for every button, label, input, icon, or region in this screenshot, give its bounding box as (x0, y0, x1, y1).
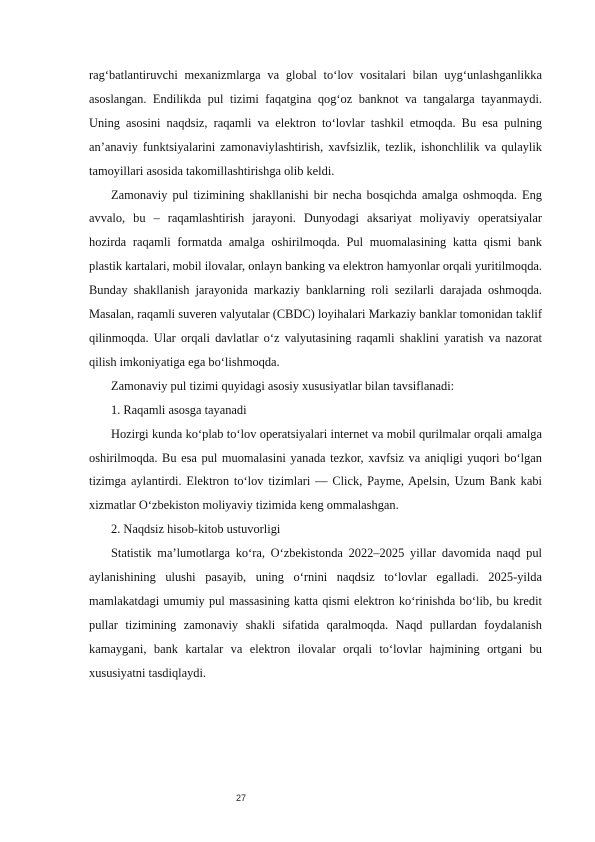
document-page (89, 64, 542, 686)
body-paragraph: Statistik ma’lumotlarga ko‘ra, O‘zbekistonda 2022–2025 yillar davomida naqd pul aylanishining ulushi pasayib, uning o‘rnini naqdsiz to‘lovlar egalladi. 2025-yilda mamlakatdagi umumiy pul massasining katta qismi elektron ko‘rinishda bo‘lib, bu kredit pullar tizimining zamonaviy shakli sifatida qaralmoqda. Naqd pullardan foydalanish kamaygani, bank kartalar va elektron ilovalar orqali to‘lovlar hajmining ortgani bu xususiyatni tasdiqlaydi. (89, 546, 542, 680)
list-heading: 1. Raqamli asosga tayanadi (111, 402, 247, 417)
body-paragraph: Zamonaviy pul tizimining shakllanishi bir necha bosqichda amalga oshmoqda. Eng avvalo, bu – raqamlashtirish jarayoni. Dunyodagi aksariyat moliyaviy operatsiyalar hozirda raqamli formatda amalga oshirilmoqda. Pul muomalasining katta qismi bank plastik kartalari, mobil ilovalar, onlayn banking va elektron hamyonlar orqali yuritilmoqda. Bunday shakllanish jarayonida markaziy banklarning roli sezilarli darajada oshmoqda. Masalan, raqamli suveren valyutalar (CBDC) loyihalari Markaziy banklar tomonidan taklif qilinmoqda. Ular orqali davlatlar o‘z valyutasining raqamli shaklini yaratish va nazorat qilish imkoniyatiga ega bo‘lishmoqda. (89, 187, 542, 369)
body-paragraph: rag‘batlantiruvchi mexanizmlarga va global to‘lov vositalari bilan uyg‘unlashganlikka asoslangan. Endilikda pul tizimi faqatgina qog‘oz banknot va tangalarga tayanmaydi. Uning asosini naqdsiz, raqamli va elektron to‘lovlar tashkil etmoqda. Bu esa pulning an’anaviy funktsiyalarini zamonaviylashtirish, xavfsizlik, tezlik, ishonchlilik va qulaylik tamoyillari asosida takomillashtirishga olib keldi. (89, 68, 542, 178)
list-heading: 2. Naqdsiz hisob-kitob ustuvorligi (111, 522, 281, 537)
body-paragraph: Zamonaviy pul tizimi quyidagi asosiy xususiyatlar bilan tavsiflanadi: (111, 378, 455, 393)
body-paragraph: Hozirgi kunda ko‘plab to‘lov operatsiyalari internet va mobil qurilmalar orqali amalga oshirilmoqda. Bu esa pul muomalasini yanada tezkor, xavfsiz va aniqligi yuqori bo‘lgan tizimga aylantirdi. Elektron to‘lov tizimlari — Click, Payme, Apelsin, Uzum Bank kabi xizmatlar O‘zbekiston moliyaviy tizimida keng ommalashgan. (89, 426, 542, 513)
page-number: 27 (235, 793, 246, 803)
